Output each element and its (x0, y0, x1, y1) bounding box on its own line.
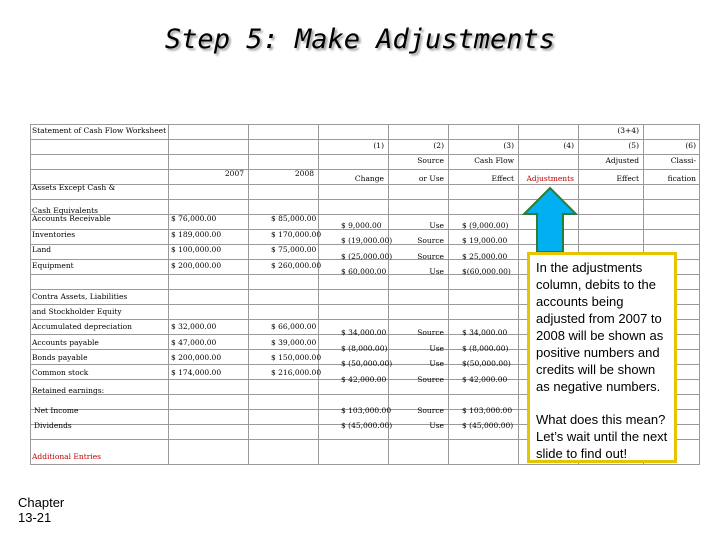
cell-effect: $ (8,000.00) (462, 344, 509, 353)
cell-2007: $ 189,000.00 (171, 230, 222, 239)
cell-effect: $ 42,000.00 (462, 375, 508, 384)
grid-line (30, 214, 700, 215)
cell-2008: $ 150,000.00 (271, 353, 322, 362)
row-label: Bonds payable (32, 353, 88, 362)
cell-source-use: Source (417, 375, 444, 384)
cell-2007: $ 76,000.00 (171, 214, 217, 223)
col-num: (5) (628, 141, 639, 150)
cell-source-use: Use (429, 359, 444, 368)
grid-line (30, 464, 700, 465)
cell-change: $ (25,000.00) (341, 252, 393, 261)
cell-effect: $ 34,000.00 (462, 328, 508, 337)
hdr-source: Source (417, 156, 444, 165)
hdr-cash-flow: Cash Flow (474, 156, 514, 165)
col-num: (6) (685, 141, 696, 150)
row-label: Equipment (32, 261, 74, 270)
row-label: Accumulated depreciation (32, 322, 132, 331)
arrow-shape (524, 188, 576, 252)
hdr-classi: Classi- (670, 156, 696, 165)
row-label: Common stock (32, 368, 89, 377)
cell-change: $ (45,000.00) (341, 421, 393, 430)
grid-line (30, 124, 700, 125)
hdr-effect: Effect (491, 174, 514, 183)
cell-effect: $ 19,000.00 (462, 236, 508, 245)
callout-text-2: What does this mean? Let’s wait until the next slide to find out! (536, 412, 668, 461)
cell-change: $ 9,000.00 (341, 221, 382, 230)
cell-source-use: Use (429, 421, 444, 430)
cell-2008: $ 85,000.00 (271, 214, 317, 223)
cell-effect: $ (45,000.00) (462, 421, 514, 430)
grid-line (30, 169, 700, 170)
cell-change: $ 42,000.00 (341, 375, 387, 384)
cell-2008: $ 260,000.00 (271, 261, 322, 270)
col-num: (3+4) (617, 126, 639, 135)
cell-2008: $ 75,000.00 (271, 245, 317, 254)
cell-change: $ (50,000.00) (341, 359, 393, 368)
section-label: Retained earnings: (32, 386, 105, 395)
col-num: (3) (503, 141, 514, 150)
cell-source-use: Source (417, 406, 444, 415)
up-arrow-icon (522, 186, 578, 254)
grid-line (30, 124, 31, 464)
cell-2008: $ 216,000.00 (271, 368, 322, 377)
cell-2007: $ 200,000.00 (171, 261, 222, 270)
cell-change: $ 34,000.00 (341, 328, 387, 337)
cell-effect: $ 103,000.00 (462, 406, 513, 415)
section-label: and Stockholder Equity (32, 307, 122, 316)
cell-effect: $(50,000.00) (462, 359, 511, 368)
hdr-change: Change (354, 174, 384, 183)
grid-line (30, 139, 700, 140)
cell-2008: $ 170,000.00 (271, 230, 322, 239)
grid-line (30, 184, 700, 185)
row-label: Net Income (34, 406, 79, 415)
row-label: Accounts Receivable (32, 214, 111, 223)
col-num: (4) (563, 141, 574, 150)
cell-source-use: Use (429, 267, 444, 276)
cell-2007: $ 32,000.00 (171, 322, 217, 331)
callout-text-1: In the adjustments column, debits to the accounts being adjusted from 2007 to 2008 will be shown as positive numbers and credits will be shown as negative numbers. (536, 260, 664, 394)
col-num: (1) (373, 141, 384, 150)
section-label: Assets Except Cash & (32, 183, 116, 192)
cell-source-use: Use (429, 344, 444, 353)
slide-title: Step 5: Make Adjustments (164, 24, 556, 55)
row-label: Inventories (32, 230, 76, 239)
cell-source-use: Use (429, 221, 444, 230)
row-label: Land (32, 245, 52, 254)
cell-effect: $ (9,000.00) (462, 221, 509, 230)
grid-line (699, 124, 700, 464)
cell-effect: $(60,000.00) (462, 267, 511, 276)
section-label: Contra Assets, Liabilities (32, 292, 128, 301)
cell-effect: $ 25,000.00 (462, 252, 508, 261)
cell-2008: $ 39,000.00 (271, 338, 317, 347)
cell-2007: $ 47,000.00 (171, 338, 217, 347)
chapter-label (18, 495, 64, 525)
hdr-fication: fication (667, 174, 696, 183)
section-label: Cash Equivalents (32, 206, 99, 215)
cell-source-use: Source (417, 252, 444, 261)
cell-change: $ (8,000.00) (341, 344, 388, 353)
cell-change: $ 60,000.00 (341, 267, 387, 276)
cell-2007: $ 100,000.00 (171, 245, 222, 254)
hdr-2007: 2007 (224, 169, 244, 178)
grid-line (30, 154, 700, 155)
cell-change: $ 103,000.00 (341, 406, 392, 415)
hdr-adjusted: Adjusted (605, 156, 639, 165)
hdr-or-use: or Use (418, 174, 444, 183)
cell-change: $ (19,000.00) (341, 236, 393, 245)
cell-2007: $ 174,000.00 (171, 368, 222, 377)
cell-source-use: Source (417, 328, 444, 337)
col-num: (2) (433, 141, 444, 150)
callout-box (527, 252, 677, 463)
cell-2008: $ 66,000.00 (271, 322, 317, 331)
chapter-line-2: 13-21 (18, 510, 52, 525)
cell-source-use: Source (417, 236, 444, 245)
hdr-2008: 2008 (294, 169, 314, 178)
row-label: Dividends (34, 421, 72, 430)
additional-entries-label: Additional Entries (32, 452, 102, 461)
grid-line (30, 199, 700, 200)
cell-2007: $ 200,000.00 (171, 353, 222, 362)
row-label: Accounts payable (32, 338, 99, 347)
hdr-effect-adjusted: Effect (616, 174, 639, 183)
hdr-adjustments: Adjustments (526, 174, 574, 183)
worksheet-title: Statement of Cash Flow Worksheet (32, 126, 167, 135)
chapter-line-1: Chapter (18, 495, 65, 510)
